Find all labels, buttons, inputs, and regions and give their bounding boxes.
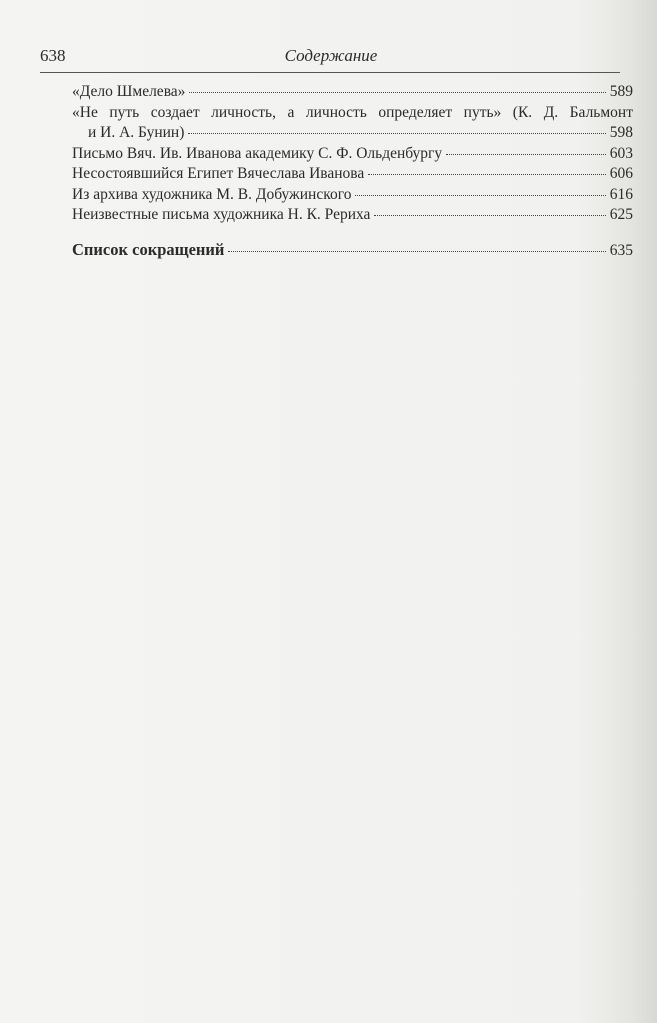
page-number: 638 (40, 46, 66, 65)
toc-section-page: 635 (609, 241, 633, 259)
leader-dots (355, 195, 605, 196)
page-header (40, 44, 622, 70)
toc-entry-title: Из архива художника М. В. Добужинского (72, 185, 352, 203)
leader-dots (368, 174, 605, 175)
toc-entry-page: 589 (609, 83, 633, 100)
table-of-contents (72, 82, 633, 261)
toc-entry-title: Неизвестные письма художника Н. К. Рериха (72, 206, 371, 223)
toc-entry-title: «Дело Шмелева» (72, 83, 186, 100)
leader-dots (374, 215, 605, 216)
toc-entry-page: 616 (609, 185, 633, 203)
toc-section-title: Список сокращений (72, 239, 225, 259)
toc-section-entry (72, 240, 633, 262)
toc-entry (72, 205, 633, 226)
leader-dots (189, 92, 605, 93)
toc-entry-title-line1: «Не путь создает личность, а личность определяет путь» (К. Д. Бальмонт (72, 103, 633, 121)
header-rule (40, 72, 620, 73)
toc-entry-page: 598 (609, 124, 633, 141)
toc-entry-page: 603 (609, 144, 633, 162)
toc-entry (72, 185, 633, 206)
toc-entry-title: Несостоявшийся Египет Вячеслава Иванова (72, 165, 365, 182)
toc-entry (72, 82, 633, 103)
toc-entry (72, 164, 633, 185)
leader-dots (228, 251, 605, 252)
toc-entry-multiline (72, 103, 633, 144)
running-title: Содержание (284, 46, 378, 65)
toc-entry-page: 625 (609, 206, 633, 223)
toc-entry-title: Письмо Вяч. Ив. Иванова академику С. Ф. Ольденбургу (72, 144, 443, 162)
leader-dots (446, 154, 606, 155)
leader-dots (188, 133, 605, 134)
toc-entry-title-line2: и И. А. Бунин) (88, 124, 185, 141)
toc-entry-page: 606 (609, 165, 633, 182)
toc-entry-continuation (72, 123, 633, 144)
toc-entry (72, 144, 633, 165)
